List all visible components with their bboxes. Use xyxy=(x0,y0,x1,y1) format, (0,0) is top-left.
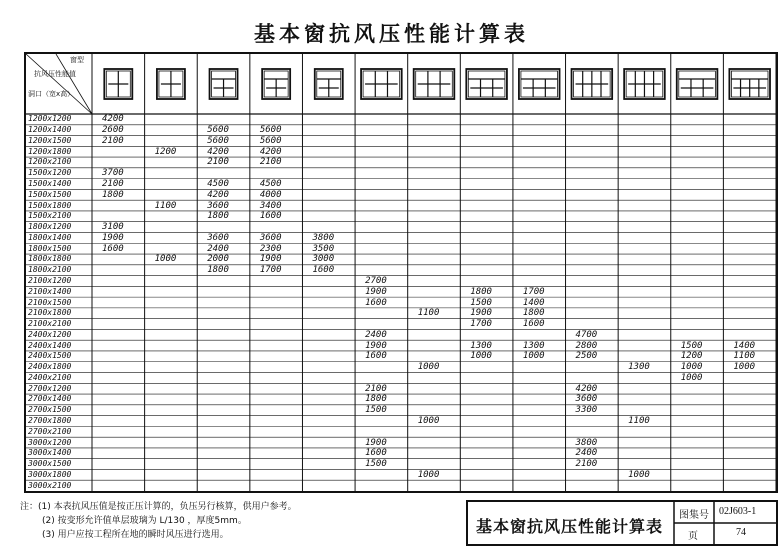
row-size-label: 1200x1400 xyxy=(28,125,72,135)
pressure-value-cell: 1700 xyxy=(259,265,282,276)
pressure-value-cell: 5600 xyxy=(259,135,282,146)
pressure-value-cell: 1000 xyxy=(417,362,440,373)
pressure-value-cell: 1100 xyxy=(417,308,440,319)
row-size-label: 1200x2100 xyxy=(28,157,72,167)
pressure-value-cell: 2700 xyxy=(365,275,387,286)
pressure-value-cell: 1900 xyxy=(102,232,124,243)
window-type-icon-2 xyxy=(157,69,185,99)
pressure-value-cell: 1000 xyxy=(522,351,545,362)
pressure-value-cell: 1800 xyxy=(470,286,492,297)
window-type-icon-11 xyxy=(624,69,665,99)
pressure-value-cell: 1100 xyxy=(628,415,650,426)
pressure-value-cell: 3000 xyxy=(312,254,335,265)
pressure-value-cell: 3600 xyxy=(259,232,282,243)
row-size-label: 1200x1500 xyxy=(28,135,72,145)
pressure-value-cell: 1800 xyxy=(522,308,545,319)
pressure-value-cell: 3600 xyxy=(207,232,229,243)
row-size-label: 2700x2100 xyxy=(28,426,72,436)
pressure-value-cell: 3500 xyxy=(312,243,335,254)
row-size-label: 2100x1500 xyxy=(28,297,72,307)
pressure-value-cell: 3800 xyxy=(312,232,335,243)
window-type-icon-13 xyxy=(729,69,770,99)
pressure-value-cell: 3600 xyxy=(575,394,598,405)
window-type-icon-3 xyxy=(210,69,238,99)
pressure-value-cell: 1600 xyxy=(259,211,282,222)
pressure-value-cell: 1900 xyxy=(365,437,387,448)
pressure-value-cell: 4000 xyxy=(259,189,282,200)
pressure-value-cell: 1600 xyxy=(522,319,545,330)
pressure-value-cell: 1600 xyxy=(365,297,387,308)
pressure-value-cell: 4700 xyxy=(575,329,598,340)
pressure-value-cell: 1100 xyxy=(154,200,177,211)
window-type-icon-4 xyxy=(262,69,290,99)
row-size-label: 2400x1800 xyxy=(28,362,72,372)
row-size-label: 2700x1400 xyxy=(28,394,72,404)
pressure-value-cell: 2100 xyxy=(259,157,282,168)
page-title: 基本窗抗风压性能计算表 xyxy=(254,22,529,46)
pressure-value-cell: 1700 xyxy=(470,319,492,330)
pressure-value-cell: 1500 xyxy=(365,405,387,416)
pressure-value-cell: 2100 xyxy=(102,135,124,146)
pressure-value-cell: 4200 xyxy=(575,383,598,394)
pressure-value-cell: 1200 xyxy=(680,351,703,362)
atlas-number: 02J603-1 xyxy=(719,506,757,517)
row-size-label: 2100x1800 xyxy=(28,308,72,318)
row-size-label: 2100x2100 xyxy=(28,319,72,329)
pressure-value-cell: 2300 xyxy=(259,243,282,254)
pressure-value-cell: 2100 xyxy=(575,459,598,470)
title-block-name: 基本窗抗风压性能计算表 xyxy=(476,517,664,536)
table-grid xyxy=(26,54,776,491)
pressure-value-cell: 5600 xyxy=(207,135,229,146)
pressure-value-cell: 1700 xyxy=(522,286,545,297)
pressure-value-cell: 2100 xyxy=(365,383,387,394)
row-size-label: 2700x1200 xyxy=(28,383,72,393)
pressure-value-cell: 2000 xyxy=(207,254,229,265)
pressure-value-cell: 1600 xyxy=(312,265,335,276)
title-block xyxy=(466,500,778,546)
row-size-label: 1500x1200 xyxy=(28,168,72,178)
pressure-value-cell: 1000 xyxy=(154,254,177,265)
row-size-label: 1200x1800 xyxy=(28,146,72,156)
pressure-value-cell: 1900 xyxy=(365,286,387,297)
pressure-value-cell: 1200 xyxy=(154,146,177,157)
row-size-label: 1800x1200 xyxy=(28,222,72,232)
pressure-value-cell: 1300 xyxy=(470,340,492,351)
page-number: 74 xyxy=(736,527,746,538)
corner-pressure-label: 抗风压性能值 xyxy=(34,70,76,78)
pressure-value-cell: 1000 xyxy=(733,362,756,373)
window-type-icon-1 xyxy=(104,69,132,99)
pressure-value-cell: 1800 xyxy=(102,189,124,200)
row-size-label: 3000x2100 xyxy=(28,480,72,490)
pressure-value-cell: 4200 xyxy=(207,189,229,200)
pressure-value-cell: 1500 xyxy=(680,340,703,351)
pressure-value-cell: 5600 xyxy=(207,125,229,136)
pressure-value-cell: 4500 xyxy=(259,179,282,189)
pressure-value-cell: 1400 xyxy=(733,340,756,351)
pressure-value-cell: 2500 xyxy=(575,351,598,362)
pressure-value-cell: 1800 xyxy=(365,394,387,405)
window-type-icon-5 xyxy=(315,69,343,99)
row-size-label: 1500x2100 xyxy=(28,211,72,221)
row-size-label: 3000x1400 xyxy=(28,448,72,458)
window-type-icon-7 xyxy=(414,69,455,99)
pressure-value-cell: 1800 xyxy=(207,211,229,222)
pressure-value-cell: 2600 xyxy=(102,125,124,136)
notes xyxy=(20,500,297,542)
pressure-value-cell: 1600 xyxy=(365,448,387,459)
pressure-value-cell: 2400 xyxy=(207,243,229,254)
row-size-label: 2100x1400 xyxy=(28,286,72,296)
pressure-value-cell: 4200 xyxy=(259,146,282,157)
note-3: (3) 用户应按工程所在地的瞬时风压进行选用。 xyxy=(42,530,229,540)
pressure-value-cell: 1500 xyxy=(470,297,492,308)
pressure-value-cell: 1900 xyxy=(365,340,387,351)
row-size-label: 3000x1500 xyxy=(28,459,72,469)
pressure-value-cell: 2400 xyxy=(365,329,387,340)
pressure-value-cell: 3300 xyxy=(575,405,598,416)
row-size-label: 2400x2100 xyxy=(28,372,72,382)
row-size-label: 1800x1800 xyxy=(28,254,72,264)
pressure-value-cell: 1600 xyxy=(102,243,124,254)
pressure-value-cell: 1500 xyxy=(365,459,387,470)
pressure-value-cell: 1900 xyxy=(470,308,492,319)
row-size-label: 2400x1500 xyxy=(28,351,72,361)
data-table xyxy=(24,52,778,493)
pressure-value-cell: 3100 xyxy=(102,222,124,233)
pressure-value-cell: 3600 xyxy=(207,200,229,211)
row-size-label: 2100x1200 xyxy=(28,275,72,285)
pressure-value-cell: 1000 xyxy=(417,415,440,426)
atlas-label: 图集号 xyxy=(679,510,709,521)
row-size-label: 1200x1200 xyxy=(28,114,72,124)
pressure-value-cell: 1000 xyxy=(680,362,703,373)
pressure-value-cell: 3700 xyxy=(102,168,124,179)
pressure-value-cell: 1600 xyxy=(365,351,387,362)
row-size-label: 1500x1500 xyxy=(28,189,72,199)
note-2: (2) 按变形允许值单层玻璃为 L/130 ，厚度5mm。 xyxy=(42,516,247,526)
pressure-value-cell: 2800 xyxy=(575,340,598,351)
pressure-value-cell: 1800 xyxy=(207,265,229,276)
window-type-icon-12 xyxy=(677,69,718,99)
window-type-icon-8 xyxy=(466,69,507,99)
pressure-value-cell: 4500 xyxy=(207,179,229,189)
pressure-value-cell: 1100 xyxy=(733,351,756,362)
row-size-label: 2400x1400 xyxy=(28,340,72,350)
row-size-label: 1800x1400 xyxy=(28,232,72,242)
row-size-label: 1500x1800 xyxy=(28,200,72,210)
pressure-value-cell: 5600 xyxy=(259,125,282,136)
row-size-label: 2700x1800 xyxy=(28,415,72,425)
pressure-value-cell: 3400 xyxy=(259,200,282,211)
pressure-value-cell: 1000 xyxy=(628,469,650,480)
pressure-value-cell: 1000 xyxy=(680,372,703,383)
pressure-value-cell: 2400 xyxy=(575,448,598,459)
pressure-value-cell: 4200 xyxy=(102,114,124,125)
row-size-label: 3000x1800 xyxy=(28,469,72,479)
row-size-label: 2700x1500 xyxy=(28,405,72,415)
row-size-label: 3000x1200 xyxy=(28,437,72,447)
header-corner xyxy=(28,56,84,98)
row-size-label: 2400x1200 xyxy=(28,329,72,339)
pressure-value-cell: 1000 xyxy=(470,351,492,362)
pressure-value-cell: 3800 xyxy=(575,437,598,448)
pressure-value-cell: 2100 xyxy=(207,157,229,168)
row-size-label: 1500x1400 xyxy=(28,179,72,188)
row-size-label: 1800x2100 xyxy=(28,265,72,275)
pressure-value-cell: 1900 xyxy=(259,254,282,265)
pressure-value-cell: 1300 xyxy=(522,340,545,351)
window-type-icon-9 xyxy=(519,69,560,99)
pressure-value-cell: 2100 xyxy=(102,179,124,189)
row-size-label: 1800x1500 xyxy=(28,243,72,253)
note-1: 注：(1) 本表抗风压值是按正压计算的，负压另行核算，供用户参考。 xyxy=(20,502,297,512)
pressure-value-cell: 1300 xyxy=(628,362,650,373)
window-type-icon-10 xyxy=(572,69,613,99)
pressure-value-cell: 1400 xyxy=(522,297,545,308)
corner-opening-label: 洞口（宽x高） xyxy=(28,90,75,98)
pressure-value-cell: 4200 xyxy=(207,146,229,157)
window-type-icon-6 xyxy=(361,69,402,99)
page-label: 页 xyxy=(688,531,698,542)
corner-window-type-label: 窗型 xyxy=(70,56,84,64)
pressure-value-cell: 1000 xyxy=(417,469,440,480)
